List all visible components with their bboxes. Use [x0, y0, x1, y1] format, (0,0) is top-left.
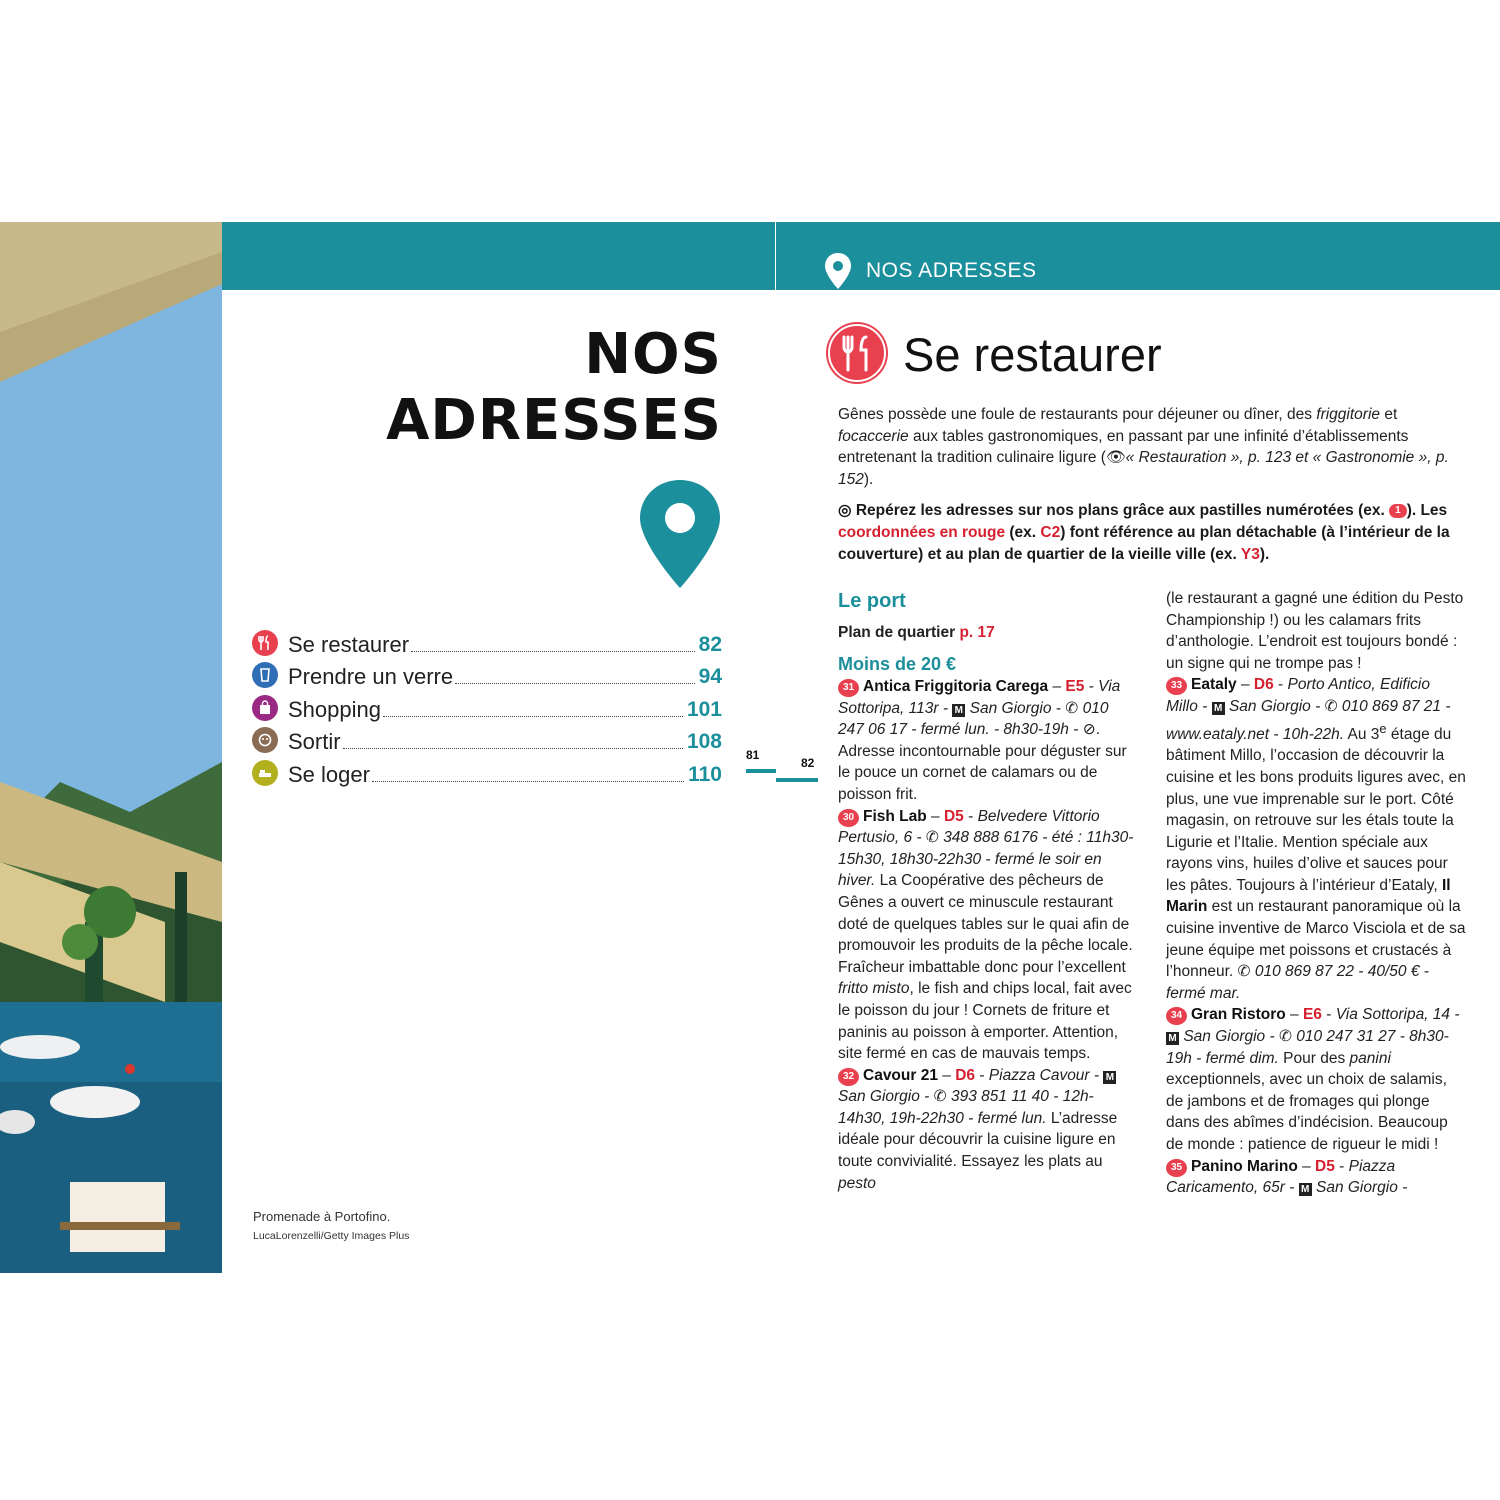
hint-coord-example: Y3	[1240, 546, 1260, 563]
listing-entry: 33 Eataly – D6 - Porto Antico, Edificio Millo - M San Giorgio - ✆ 010 869 87 21 - www.eataly.net - 10h-22h. Au 3e étage du bâtiment Millo, l’occasion de découvrir la cuisine et les bons produits ligures avec, en plus, une vue imprenable sur le port. Côté magasin, on retrouve sur les étals toute la Ligurie et l’Italie. Mention spéciale aux rayons vins, huiles d’olive et sauces pour les pâtes. Toujours à l’intérieur d’Eataly, Il Marin est un restaurant panoramique où la cuisine inventive de Marco Visciola et de sa jeune équipe met poissons et crustacés à l’honneur. ✆ 010 869 87 22 - 40/50 € - fermé mar.	[1166, 676, 1466, 1002]
entry-description: exceptionnels, avec un choix de salamis, de jambons et de fromages qui plonge dans des abîmes d’indécision. Beaucoup de monde : patience de rigueur le midi !	[1166, 1071, 1448, 1153]
location-pin-icon	[823, 252, 853, 290]
page-number-left: 81	[746, 748, 760, 762]
page-title	[340, 322, 722, 454]
entry-description: Adresse incontournable pour déguster sur le pouce un cornet de calamars ou de poisson frit.	[838, 742, 1127, 803]
entry-phone: 010 247 31 27 - 8h30-19h - fermé dim.	[1166, 1028, 1449, 1067]
entry-coord: E6	[1302, 1006, 1322, 1024]
listing-entry: 31 Antica Friggitoria Carega – E5 - Via Sottoripa, 113r - M San Giorgio - ✆ 010 247 06 17 - fermé lun. - 8h30-19h - ⊘. Adresse incontournable pour déguster sur le pouce un cornet de calamars ou de poisson frit.	[838, 678, 1127, 803]
metro-icon: M	[952, 704, 965, 717]
glass-icon	[252, 662, 278, 688]
entry-number: 31	[838, 679, 859, 697]
toc-leader-dots	[411, 651, 695, 652]
listing-entry: 30 Fish Lab – D5 - Belvedere Vittorio Pertusio, 6 - ✆ 348 888 6176 - été : 11h30-15h30, 18h30-22h30 - fermé le soir en hiver. La Coopérative des pêcheurs de Gênes a ouvert ce minuscule restaurant doté de quelques tables sur le quai afin de promouvoir les produits de la pêche locale. Fraîcheur imbattable donc pour l’excellent fritto misto, le fish and chips local, fait avec le poisson du jour ! Cornets de friture et paninis au poisson à emporter. Attention, site fermé en cas de mauvais temps.	[838, 807, 1134, 1063]
listing-entry: 35 Panino Marino – D5 - Piazza Caricamento, 65r - M San Giorgio -	[1166, 1157, 1408, 1197]
entry-metro: San Giorgio -	[1315, 1179, 1408, 1197]
hint-text: ).	[1259, 546, 1270, 563]
entry-coord: D6	[955, 1066, 976, 1084]
toc-leader-dots	[383, 716, 683, 717]
no-card-icon: ⊘.	[1082, 721, 1100, 739]
toc-page-number: 94	[698, 665, 722, 688]
page-number-right: 82	[801, 756, 815, 770]
hint-text: ). Les	[1406, 502, 1448, 519]
price-heading: Moins de 20 €	[838, 654, 957, 674]
listing-entry: 32 Cavour 21 – D6 - Piazza Cavour - M San Giorgio - ✆ 393 851 11 40 - 12h-14h30, 19h-22h30 - fermé lun. L’adresse idéale pour découvrir la cuisine ligure en toute convivialité. Essayez les plats au pesto	[838, 1066, 1118, 1192]
table-of-contents	[252, 626, 722, 789]
toc-item-se-restaurer[interactable]	[252, 626, 722, 659]
phone-icon: ✆	[1065, 699, 1079, 717]
cutlery-icon-large	[826, 322, 888, 384]
page-title-line2: ADRESSES	[386, 388, 722, 453]
entry-coord: E5	[1065, 678, 1085, 695]
intro-paragraph	[838, 404, 1468, 490]
entry-phone: 010 869 87 21 - www.eataly.net - 10h-22h.	[1166, 697, 1451, 743]
entry-description: étage du bâtiment Millo, l’occasion de découvrir la cuisine et les bons produits ligures avec, en plus, une vue imprenable sur le port. Côté magasin, on retrouve sur les étals toute la Ligurie et l’Italie. Mention spéciale aux rayons vins, huiles d’olive et sauces pour les pâtes. Toujours à l’intérieur d’Eataly,	[1166, 725, 1466, 894]
toc-page-number: 108	[686, 730, 722, 753]
hint-coord-example: C2	[1040, 524, 1061, 541]
section-header-label: NOS ADRESSES	[866, 259, 1037, 282]
entry-name: Fish Lab	[863, 807, 927, 825]
entry-metro: San Giorgio -	[1228, 697, 1325, 715]
metro-icon: M	[1166, 1032, 1179, 1045]
section-title: Se restaurer	[903, 328, 1162, 381]
photo-credit: LucaLorenzelli/Getty Images Plus	[253, 1230, 410, 1242]
entry-description: est un restaurant panoramique où la cuisine inventive de Marco Visciola et de sa jeune équipe met poissons et crustacés à l’honneur.	[1166, 898, 1466, 981]
see-also-icon: 👁︎	[1105, 449, 1126, 467]
phone-icon: ✆	[1237, 963, 1251, 981]
entry-coord: D5	[1315, 1157, 1335, 1175]
toc-label: Se restaurer	[288, 631, 410, 657]
entry-description: La Coopérative des pêcheurs de Gênes a ouvert ce minuscule restaurant doté de quelques tables sur le quai afin de promouvoir les produits de la pêche locale. Fraîcheur imbattable donc pour l’excellent	[838, 872, 1133, 976]
shopping-bag-icon	[252, 695, 278, 721]
hint-text: ) font référence au plan détachable (à l’intérieur de la couverture) et au plan de quartier de la vieille ville (ex.	[838, 524, 1450, 563]
entry-phone: 393 851 11 40 - 12h-14h30, 19h-22h30 - fermé lun.	[838, 1088, 1094, 1127]
toc-page-number: 110	[688, 762, 722, 786]
listing-entry: 34 Gran Ristoro – E6 - Via Sottoripa, 14 - M San Giorgio - ✆ 010 247 31 27 - 8h30-19h - fermé dim. Pour des panini exceptionnels, avec un choix de salamis, de jambons et de fromages qui plonge dans des abîmes d’indécision. Beaucoup de monde : patience de rigueur le midi !	[1166, 1006, 1460, 1153]
entry-address: Porto Antico, Edificio Millo -	[1166, 676, 1430, 715]
toc-label: Sortir	[288, 729, 341, 754]
metro-icon: M	[1212, 702, 1225, 715]
entry-phone: 348 888 6176 - été : 11h30-15h30, 18h30-22h30 - fermé le soir en hiver.	[838, 829, 1134, 890]
entry-number: 32	[838, 1068, 859, 1086]
entry-address: Via Sottoripa, 113r -	[838, 678, 1121, 717]
header-band-left	[222, 222, 775, 290]
cutlery-icon	[252, 630, 278, 656]
entry-phone: 010 869 87 22 - 40/50 € - fermé mar.	[1166, 963, 1429, 1002]
listing-column-left	[838, 588, 1138, 1194]
toc-label: Se loger	[288, 761, 370, 787]
entry-coord: D5	[943, 807, 964, 825]
phone-icon: ✆	[925, 829, 939, 847]
portofino-photo	[0, 222, 222, 1273]
entry-description: , le fish and chips local, fait avec le poisson du jour ! Cornets de friture et paninis au poisson à emporter. Attention, site fermé en cas de mauvais temps.	[838, 980, 1132, 1063]
listing-column-right	[1166, 588, 1466, 1199]
entry-description: L’adresse idéale pour découvrir la cuisine ligure en toute convivialité. Essayez les plats au	[838, 1109, 1118, 1171]
entry-number: 34	[1166, 1007, 1187, 1025]
entry-phone: 010 247 06 17 - fermé lun. - 8h30-19h -	[838, 699, 1109, 739]
toc-page-number: 101	[686, 697, 722, 721]
plan-label: Plan de quartier	[838, 624, 960, 641]
hint-red-text: coordonnées en rouge	[838, 524, 1006, 541]
example-pastille: 1	[1389, 504, 1407, 518]
entry-name: Cavour 21	[863, 1066, 938, 1084]
entry-metro: San Giorgio -	[969, 699, 1066, 717]
folio-bar-left	[746, 769, 776, 773]
see-also-icon: ◎	[838, 502, 856, 519]
intro-italic: friggitorie	[1316, 406, 1381, 423]
entry-number: 30	[838, 809, 859, 827]
bed-icon	[252, 760, 278, 786]
entry-address: Belvedere Vittorio Pertusio, 6 -	[838, 807, 1100, 847]
phone-icon: ✆	[933, 1088, 947, 1106]
entry-italic: fritto misto	[838, 980, 910, 998]
plan-page: p. 17	[959, 624, 995, 641]
entry-number: 33	[1166, 677, 1187, 695]
plan-reference	[838, 622, 1138, 644]
toc-leader-dots	[343, 748, 683, 749]
photo-illustration	[0, 222, 222, 1273]
entry-address: Piazza Cavour -	[988, 1066, 1104, 1084]
entry-address: Via Sottoripa, 14 -	[1335, 1006, 1460, 1024]
photo-caption: Promenade à Portofino.	[253, 1209, 391, 1224]
intro-text: Gênes possède une foule de restaurants pour déjeuner ou dîner, des	[838, 406, 1317, 423]
intro-italic: focaccerie	[838, 427, 909, 445]
toc-item-se-loger[interactable]	[252, 756, 722, 789]
intro-text: et	[1380, 406, 1398, 423]
subsection-heading: Le port	[838, 590, 906, 612]
entry-description: Au 3	[1344, 725, 1380, 743]
toc-label: Prendre un verre	[288, 664, 454, 689]
entry-metro: San Giorgio -	[1183, 1028, 1279, 1046]
masks-icon	[252, 727, 278, 753]
toc-leader-dots	[455, 683, 695, 684]
entry-name: Eataly	[1191, 676, 1237, 694]
entry-metro: San Giorgio -	[838, 1088, 934, 1106]
intro-text: ).	[863, 470, 874, 488]
hint-text: (ex.	[1005, 524, 1041, 541]
intro-cross-reference: « Restauration », p. 123 et « Gastronomie », p. 152	[838, 449, 1449, 488]
page-title-line1: NOS	[584, 322, 722, 387]
entry-name-secondary: Il Marin	[1166, 876, 1451, 916]
entry-italic: panini	[1349, 1049, 1391, 1067]
entry-address: Piazza Caricamento, 65r -	[1166, 1157, 1396, 1197]
ordinal-suffix: e	[1379, 720, 1387, 736]
toc-leader-dots	[372, 781, 684, 782]
entry-name: Antica Friggitoria Carega	[863, 678, 1049, 695]
toc-label: Shopping	[288, 696, 381, 722]
toc-page-number: 82	[698, 632, 722, 656]
metro-icon: M	[1103, 1071, 1116, 1084]
toc-item-prendre-un-verre[interactable]	[252, 659, 722, 692]
phone-icon: ✆	[1278, 1028, 1292, 1046]
entry-name: Gran Ristoro	[1191, 1006, 1286, 1024]
intro-text: aux tables gastronomiques, en passant par une infinité d’établissements entretenant la tradition culinaire ligure (	[838, 427, 1409, 467]
toc-item-sortir[interactable]	[252, 724, 722, 757]
metro-icon: M	[1299, 1183, 1312, 1196]
entry-coord: D6	[1253, 676, 1274, 694]
entry-italic: pesto	[838, 1174, 876, 1192]
location-pin-icon-large	[638, 478, 722, 590]
folio-bar-right	[776, 778, 818, 782]
entry-description: Pour des	[1278, 1049, 1350, 1067]
phone-icon: ✆	[1324, 697, 1338, 715]
hint-text: Repérez les adresses sur nos plans grâce aux pastilles numérotées (ex.	[855, 502, 1390, 519]
entry-description-continued: (le restaurant a gagné une édition du Pesto Championship !) ou les calamars frits d’anthologie. L’endroit est toujours bondé : un signe qui ne trompe pas !	[1166, 590, 1464, 672]
entry-name: Panino Marino	[1191, 1157, 1298, 1175]
map-hint-paragraph	[838, 500, 1478, 566]
toc-item-shopping[interactable]	[252, 691, 722, 724]
entry-number: 35	[1166, 1159, 1187, 1177]
